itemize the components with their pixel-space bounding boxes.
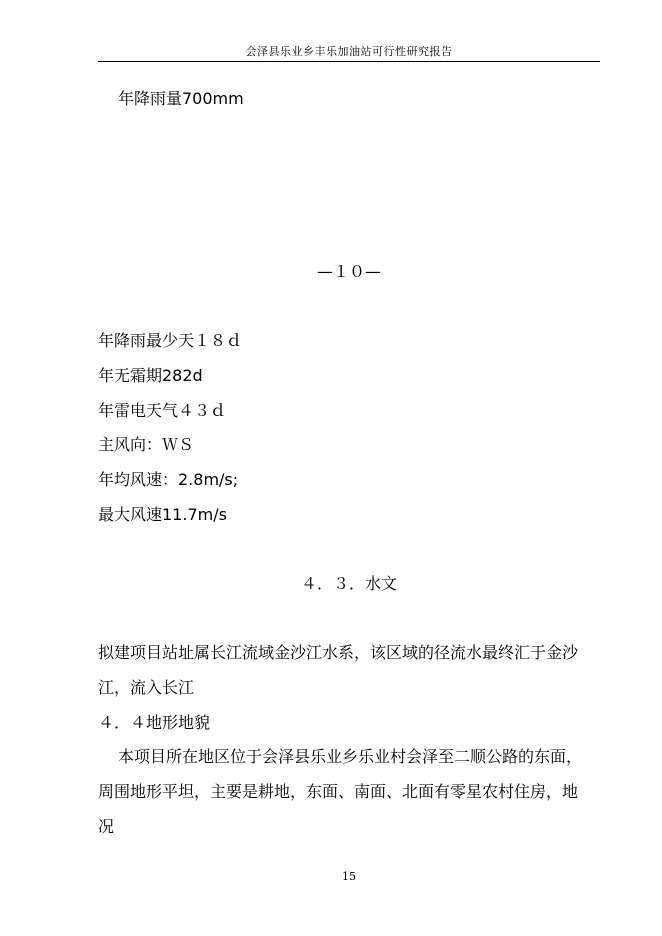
min-rain-days-line: 年降雨最少天１８ｄ [98,331,243,350]
header-divider [98,61,600,62]
frost-free-line: 年无霜期282d [98,366,203,385]
annual-rainfall-line: 年降雨量700mm [118,89,244,108]
wind-direction-line: 主风向：ＷＳ [98,435,195,454]
terrain-paragraph-line-1: 本项目所在地区位于会泽县乐业乡乐业村会泽至二顺公路的东面， [118,747,583,766]
hydrology-paragraph-line-2: 江，流入长江 [98,678,195,697]
terrain-paragraph-line-2: 周围地形平坦，主要是耕地，东面、南面、北面有零星农村住房，地 [98,782,579,801]
avg-wind-speed-line: 年均风速：2.8m/s; [98,470,239,489]
terrain-heading: ４．４地形地貌 [98,713,211,732]
thunder-days-line: 年雷电天气４３ｄ [98,401,227,420]
running-header: 会泽县乐业乡丰乐加油站可行性研究报告 [245,45,453,58]
hydrology-paragraph-line-1: 拟建项目站址属长江流域金沙江水系，该区域的径流水最终汇于金沙 [98,643,579,662]
hydrology-heading: ４．３．水文 [300,574,397,593]
terrain-paragraph-line-3: 况 [98,817,115,836]
section-page-marker: —１０— [316,262,381,281]
page-number: 15 [342,870,356,883]
max-wind-speed-line: 最大风速11.7m/s [98,505,227,524]
